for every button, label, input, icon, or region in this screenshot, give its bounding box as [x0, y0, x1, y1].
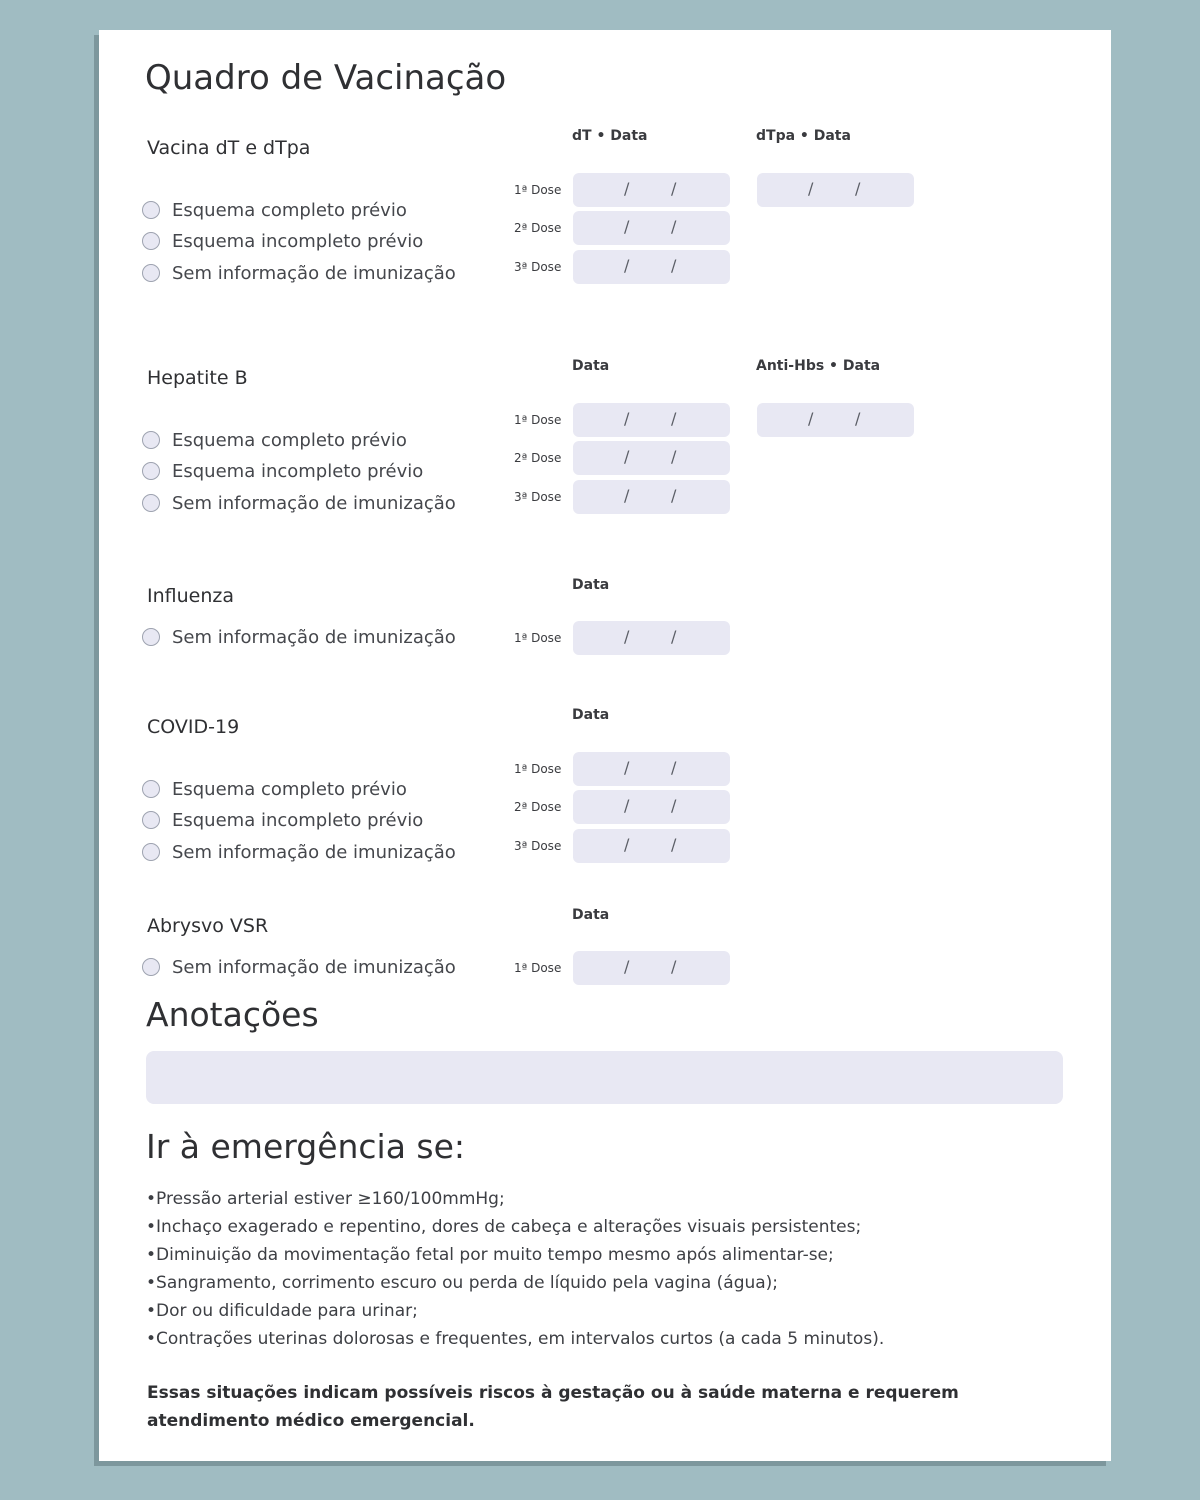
radio-option[interactable] — [142, 491, 456, 515]
radio-button[interactable] — [142, 264, 160, 282]
column-header-influenza-date: Data — [572, 577, 610, 593]
emergency-list — [146, 1185, 884, 1353]
radio-label: Esquema completo prévio — [172, 199, 407, 221]
radio-button[interactable] — [142, 958, 160, 976]
radio-button[interactable] — [142, 494, 160, 512]
radio-button[interactable] — [142, 462, 160, 480]
list-item: •Contrações uterinas dolorosas e frequentes, em intervalos curtos (a cada 5 minutos). — [146, 1329, 885, 1349]
date-field[interactable]: / / — [573, 951, 730, 985]
section-title-vsr: Abrysvo VSR — [147, 915, 269, 937]
radio-option[interactable] — [142, 808, 423, 832]
column-header-vsr-date: Data — [572, 907, 610, 923]
column-header-dtpa-date: dTpa • Data — [756, 128, 851, 144]
emergency-title: Ir à emergência se: — [146, 1127, 466, 1166]
dose-label: 1ª Dose — [514, 413, 562, 427]
radio-label: Sem informação de imunização — [172, 626, 456, 648]
radio-button[interactable] — [142, 232, 160, 250]
radio-label: Esquema completo prévio — [172, 778, 407, 800]
date-field[interactable]: / / — [573, 790, 730, 824]
radio-label: Sem informação de imunização — [172, 956, 456, 978]
radio-button[interactable] — [142, 780, 160, 798]
dose-label: 1ª Dose — [514, 183, 562, 197]
date-field[interactable]: / / — [573, 173, 730, 207]
dose-label: 2ª Dose — [514, 451, 562, 465]
dose-label: 3ª Dose — [514, 839, 562, 853]
radio-label: Esquema incompleto prévio — [172, 809, 424, 831]
radio-option[interactable] — [142, 261, 456, 285]
section-title-influenza: Influenza — [147, 585, 235, 607]
radio-button[interactable] — [142, 628, 160, 646]
radio-option[interactable] — [142, 229, 423, 253]
column-header-antihbs-date: Anti-Hbs • Data — [756, 358, 881, 374]
date-field[interactable]: / / — [573, 211, 730, 245]
radio-label: Esquema completo prévio — [172, 429, 407, 451]
list-item: •Diminuição da movimentação fetal por muito tempo mesmo após alimentar-se; — [146, 1245, 834, 1265]
list-item: •Pressão arterial estiver ≥160/100mmHg; — [146, 1189, 505, 1209]
radio-label: Esquema incompleto prévio — [172, 230, 424, 252]
radio-label: Sem informação de imunização — [172, 841, 456, 863]
radio-option[interactable] — [142, 459, 423, 483]
dose-label: 2ª Dose — [514, 800, 562, 814]
radio-option[interactable] — [142, 198, 407, 222]
section-title-dt: Vacina dT e dTpa — [147, 137, 311, 159]
list-item: •Inchaço exagerado e repentino, dores de cabeça e alterações visuais persistentes; — [146, 1217, 862, 1237]
radio-button[interactable] — [142, 843, 160, 861]
radio-option[interactable] — [142, 428, 407, 452]
dose-label: 1ª Dose — [514, 762, 562, 776]
radio-label: Sem informação de imunização — [172, 492, 456, 514]
date-field-dtpa[interactable]: / / — [757, 173, 914, 207]
column-header-hepb-date: Data — [572, 358, 610, 374]
emergency-warning: Essas situações indicam possíveis riscos à gestação ou à saúde materna e requerem atendimento médico emergencial. — [147, 1383, 959, 1431]
dose-label: 3ª Dose — [514, 490, 562, 504]
section-title-covid: COVID-19 — [147, 716, 240, 738]
date-field[interactable]: / / — [573, 621, 730, 655]
vaccination-sheet — [99, 30, 1111, 1461]
list-item: •Dor ou dificuldade para urinar; — [146, 1301, 418, 1321]
radio-option[interactable] — [142, 625, 456, 649]
radio-button[interactable] — [142, 811, 160, 829]
date-field[interactable]: / / — [573, 829, 730, 863]
page-title: Quadro de Vacinação — [145, 58, 507, 98]
column-header-dt-date: dT • Data — [572, 128, 648, 144]
radio-button[interactable] — [142, 201, 160, 219]
list-item: •Sangramento, corrimento escuro ou perda de líquido pela vagina (água); — [146, 1273, 779, 1293]
notes-title: Anotações — [146, 995, 319, 1034]
date-field[interactable]: / / — [573, 480, 730, 514]
radio-label: Sem informação de imunização — [172, 262, 456, 284]
radio-option[interactable] — [142, 955, 456, 979]
dose-label: 1ª Dose — [514, 961, 562, 975]
column-header-covid-date: Data — [572, 707, 610, 723]
date-field[interactable]: / / — [573, 403, 730, 437]
date-field[interactable]: / / — [573, 250, 730, 284]
radio-button[interactable] — [142, 431, 160, 449]
notes-field[interactable] — [146, 1051, 1063, 1104]
date-field-antihbs[interactable]: / / — [757, 403, 914, 437]
date-field[interactable]: / / — [573, 441, 730, 475]
radio-option[interactable] — [142, 840, 456, 864]
dose-label: 1ª Dose — [514, 631, 562, 645]
date-field[interactable]: / / — [573, 752, 730, 786]
dose-label: 2ª Dose — [514, 221, 562, 235]
radio-option[interactable] — [142, 777, 407, 801]
section-title-hepb: Hepatite B — [147, 367, 248, 389]
dose-label: 3ª Dose — [514, 260, 562, 274]
radio-label: Esquema incompleto prévio — [172, 460, 424, 482]
